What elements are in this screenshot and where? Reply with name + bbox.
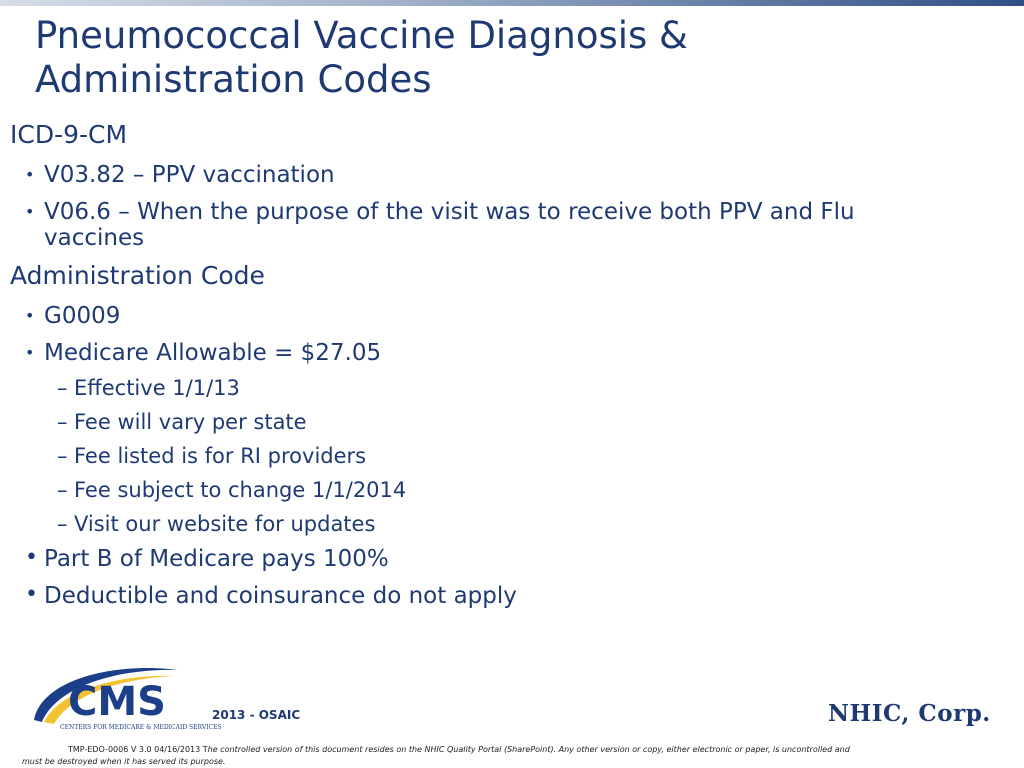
bullet-text: Deductible and coinsurance do not apply (44, 583, 517, 609)
bullet-item (25, 546, 985, 572)
bullet-item (25, 162, 985, 188)
dash-icon: – (57, 512, 68, 536)
bullet-item (25, 199, 985, 251)
dash-icon: – (57, 444, 68, 468)
title-line-1: Pneumococcal Vaccine Diagnosis & (35, 14, 688, 57)
top-accent-bar (0, 0, 1024, 6)
sub-bullet-text: Fee listed is for RI providers (74, 444, 367, 468)
bullet-text: G0009 (44, 303, 121, 329)
dash-icon: – (57, 410, 68, 434)
footer-year-label: 2013 - OSAIC (212, 708, 301, 722)
bullet-text: V03.82 – PPV vaccination (44, 162, 335, 188)
bullet-text-continued: vaccines (44, 225, 145, 251)
disclaimer-line-2 (22, 756, 982, 768)
cms-logo-subtext: CENTERS FOR MEDICARE & MEDICAID SERVICES (60, 724, 222, 731)
disclaimer-text-continued: must be destroyed when it has served its purpose. (22, 757, 226, 766)
bullet-item (25, 303, 985, 329)
bullet-item (25, 340, 985, 366)
bullet-text: V06.6 – When the purpose of the visit was to receive both PPV and Flu (44, 199, 855, 225)
bullet-text: Medicare Allowable = $27.05 (44, 340, 382, 366)
sub-bullet-text: Fee subject to change 1/1/2014 (74, 478, 407, 502)
cms-logo (28, 660, 222, 732)
disclaimer-line-1 (22, 744, 982, 756)
sub-bullet-item (57, 375, 240, 401)
title-line-2: Administration Codes (35, 58, 432, 101)
dash-icon: – (57, 376, 68, 400)
sub-bullet-text: Fee will vary per state (74, 410, 307, 434)
bullet-text: Part B of Medicare pays 100% (44, 546, 389, 572)
sub-bullet-item (57, 443, 366, 469)
slide-title (35, 14, 975, 102)
bullet-icon: • (25, 306, 35, 325)
bullet-icon: • (25, 343, 35, 362)
sub-bullet-item (57, 409, 307, 435)
bullet-icon: • (25, 165, 35, 184)
heading-icd-9-cm: ICD-9-CM (10, 120, 128, 149)
version-label: TMP-EDO-0006 V 3.0 04/16/2013 T (68, 745, 208, 754)
sub-bullet-text: Visit our website for updates (74, 512, 376, 536)
dash-icon: – (57, 478, 68, 502)
sub-bullet-text: Effective 1/1/13 (74, 376, 240, 400)
cms-logo-graphic (28, 660, 222, 732)
footer-disclaimer (22, 744, 982, 768)
cms-logo-text: CMS (68, 679, 166, 725)
bullet-icon: • (25, 582, 38, 607)
bullet-icon: • (25, 545, 38, 570)
disclaimer-text: he controlled version of this document resides on the NHIC Quality Portal (SharePoint). Any other version or copy, either electronic or paper, is uncontrolled and (207, 745, 850, 754)
bullet-icon: • (25, 202, 35, 221)
heading-administration-code: Administration Code (10, 261, 265, 290)
sub-bullet-item (57, 511, 375, 537)
sub-bullet-item (57, 477, 406, 503)
bullet-item (25, 583, 985, 609)
nhic-logo: NHIC, Corp. (828, 700, 991, 727)
